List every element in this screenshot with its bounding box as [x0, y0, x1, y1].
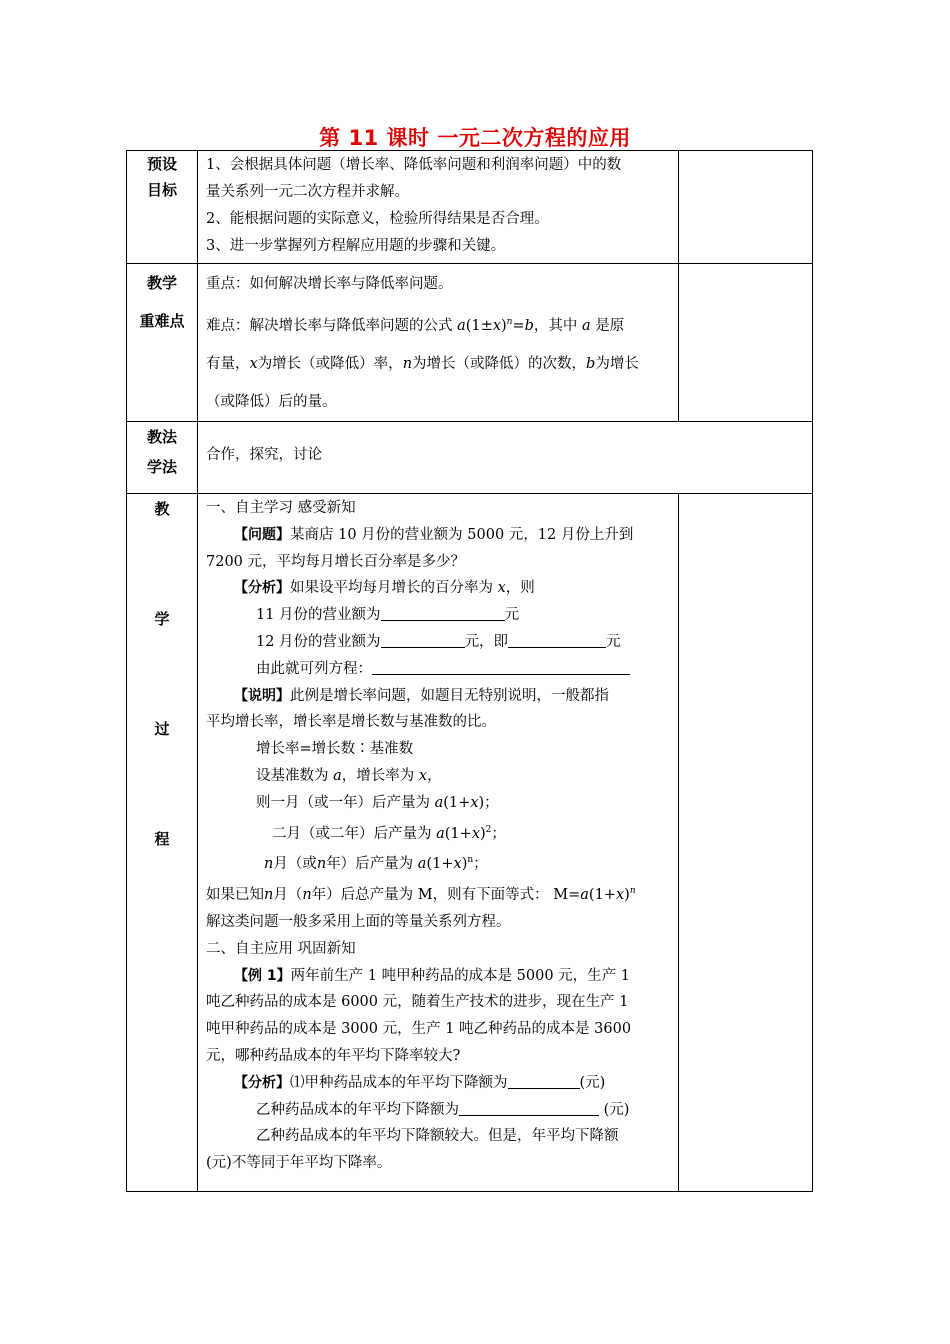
fill-line: 11 月份的营业额为 元	[206, 602, 672, 629]
formula-line: 如果已知n月（n年）后总产量为 M，则有下面等式： $M=a(1+x)^n$	[206, 886, 636, 904]
page-title: 第 11 课时 一元二次方程的应用	[319, 126, 631, 150]
answer-blank[interactable]	[459, 1098, 599, 1116]
goal-line: 3、进一步掌握列方程解应用题的步骤和关键。	[206, 238, 506, 254]
process-row	[127, 494, 813, 1192]
methods-content: 合作，探究，讨论	[198, 422, 679, 494]
note-text: 平均增长率，增长率是增长数与基准数的比。	[206, 714, 496, 731]
methods-label: 教法 学法	[127, 422, 198, 494]
key-points-notes-cell	[679, 264, 813, 422]
goals-label: 预设 目标	[127, 151, 198, 264]
process-content	[198, 494, 679, 1192]
focus-text: 重点：如何解决增长率与降低率问题。	[206, 276, 453, 292]
analysis-text: 【分析】如果设平均每月增长的百分率为 x，则	[234, 580, 535, 597]
process-notes-cell	[679, 494, 813, 1192]
formula-line: 则一月（或一年）后产量为 a(1+x)；	[256, 794, 499, 811]
methods-row	[127, 422, 813, 494]
methods-notes-cell	[679, 422, 813, 494]
answer-blank[interactable]	[508, 630, 606, 648]
process-label: 教 学 过 程	[127, 494, 198, 1192]
goal-line: 1、会根据具体问题（增长率、降低率问题和利润率问题）中的数	[206, 157, 622, 173]
fill-line: 由此就可列方程：	[206, 656, 672, 683]
answer-blank[interactable]	[381, 630, 465, 648]
answer-blank[interactable]	[381, 603, 505, 621]
difficulty-text: 难点：解决增长率与降低率问题的公式 $a(1\pm x)^n=b$，其中 a 是原	[206, 317, 625, 334]
formula-line: 设基准数为 a，增长率为 x，	[256, 767, 442, 784]
note-text: 【说明】此例是增长率问题，如题目无特别说明，一般都指	[234, 687, 609, 704]
formula-line: n月（或n年）后产量为 $a(1+x)^n$；	[264, 855, 488, 873]
goals-notes-cell	[679, 151, 813, 264]
goals-content	[198, 151, 679, 264]
example-text: 【例 1】两年前生产 1 吨甲种药品的成本是 5000 元，生产 1	[234, 967, 631, 984]
key-points-row	[127, 264, 813, 422]
analysis-text: 【分析】⑴甲种药品成本的年平均下降额为 (元)	[206, 1070, 672, 1097]
section-heading: 一、自主学习 感受新知	[206, 500, 356, 516]
goal-line: 2、能根据问题的实际意义，检验所得结果是否合理。	[206, 211, 549, 227]
fill-line: 12 月份的营业额为 元，即 元	[206, 629, 672, 656]
fill-line: 乙种药品成本的年平均下降额为 (元)	[206, 1097, 672, 1124]
goal-line: 量关系列一元二次方程并求解。	[206, 184, 409, 200]
example-text: 吨乙种药品的成本是 6000 元，随着生产技术的进步，现在生产 1	[206, 994, 629, 1011]
difficulty-text: 有量，x为增长（或降低）率，n为增长（或降低）的次数，b为增长	[206, 356, 639, 372]
example-text: 元，哪种药品成本的年平均下降率较大?	[206, 1047, 461, 1064]
example-text: 吨甲种药品的成本是 3000 元，生产 1 吨乙种药品的成本是 3600	[206, 1021, 632, 1038]
answer-blank[interactable]	[372, 657, 630, 675]
key-points-label: 教学 重难点	[127, 264, 198, 422]
section-heading: 二、自主应用 巩固新知	[206, 940, 356, 957]
lesson-plan-table	[126, 150, 813, 1192]
formula-line: 二月（或二年）后产量为 $a(1+x)^2$；	[272, 824, 506, 842]
problem-text: 【问题】某商店 10 月份的营业额为 5000 元，12 月份上升到	[234, 526, 634, 543]
note-text: 解这类问题一般多采用上面的等量关系列方程。	[206, 913, 511, 930]
difficulty-text: （或降低）后的量。	[206, 394, 337, 410]
analysis-text: 乙种药品成本的年平均下降额较大。但是，年平均下降额	[256, 1128, 619, 1145]
key-points-content	[198, 264, 679, 422]
problem-text: 7200 元，平均每月增长百分率是多少？	[206, 553, 466, 570]
analysis-text: (元)不等同于年平均下降率。	[206, 1155, 392, 1172]
formula-line: 增长率=增长数∶基准数	[256, 741, 414, 758]
answer-blank[interactable]	[508, 1071, 580, 1089]
goals-row	[127, 151, 813, 264]
